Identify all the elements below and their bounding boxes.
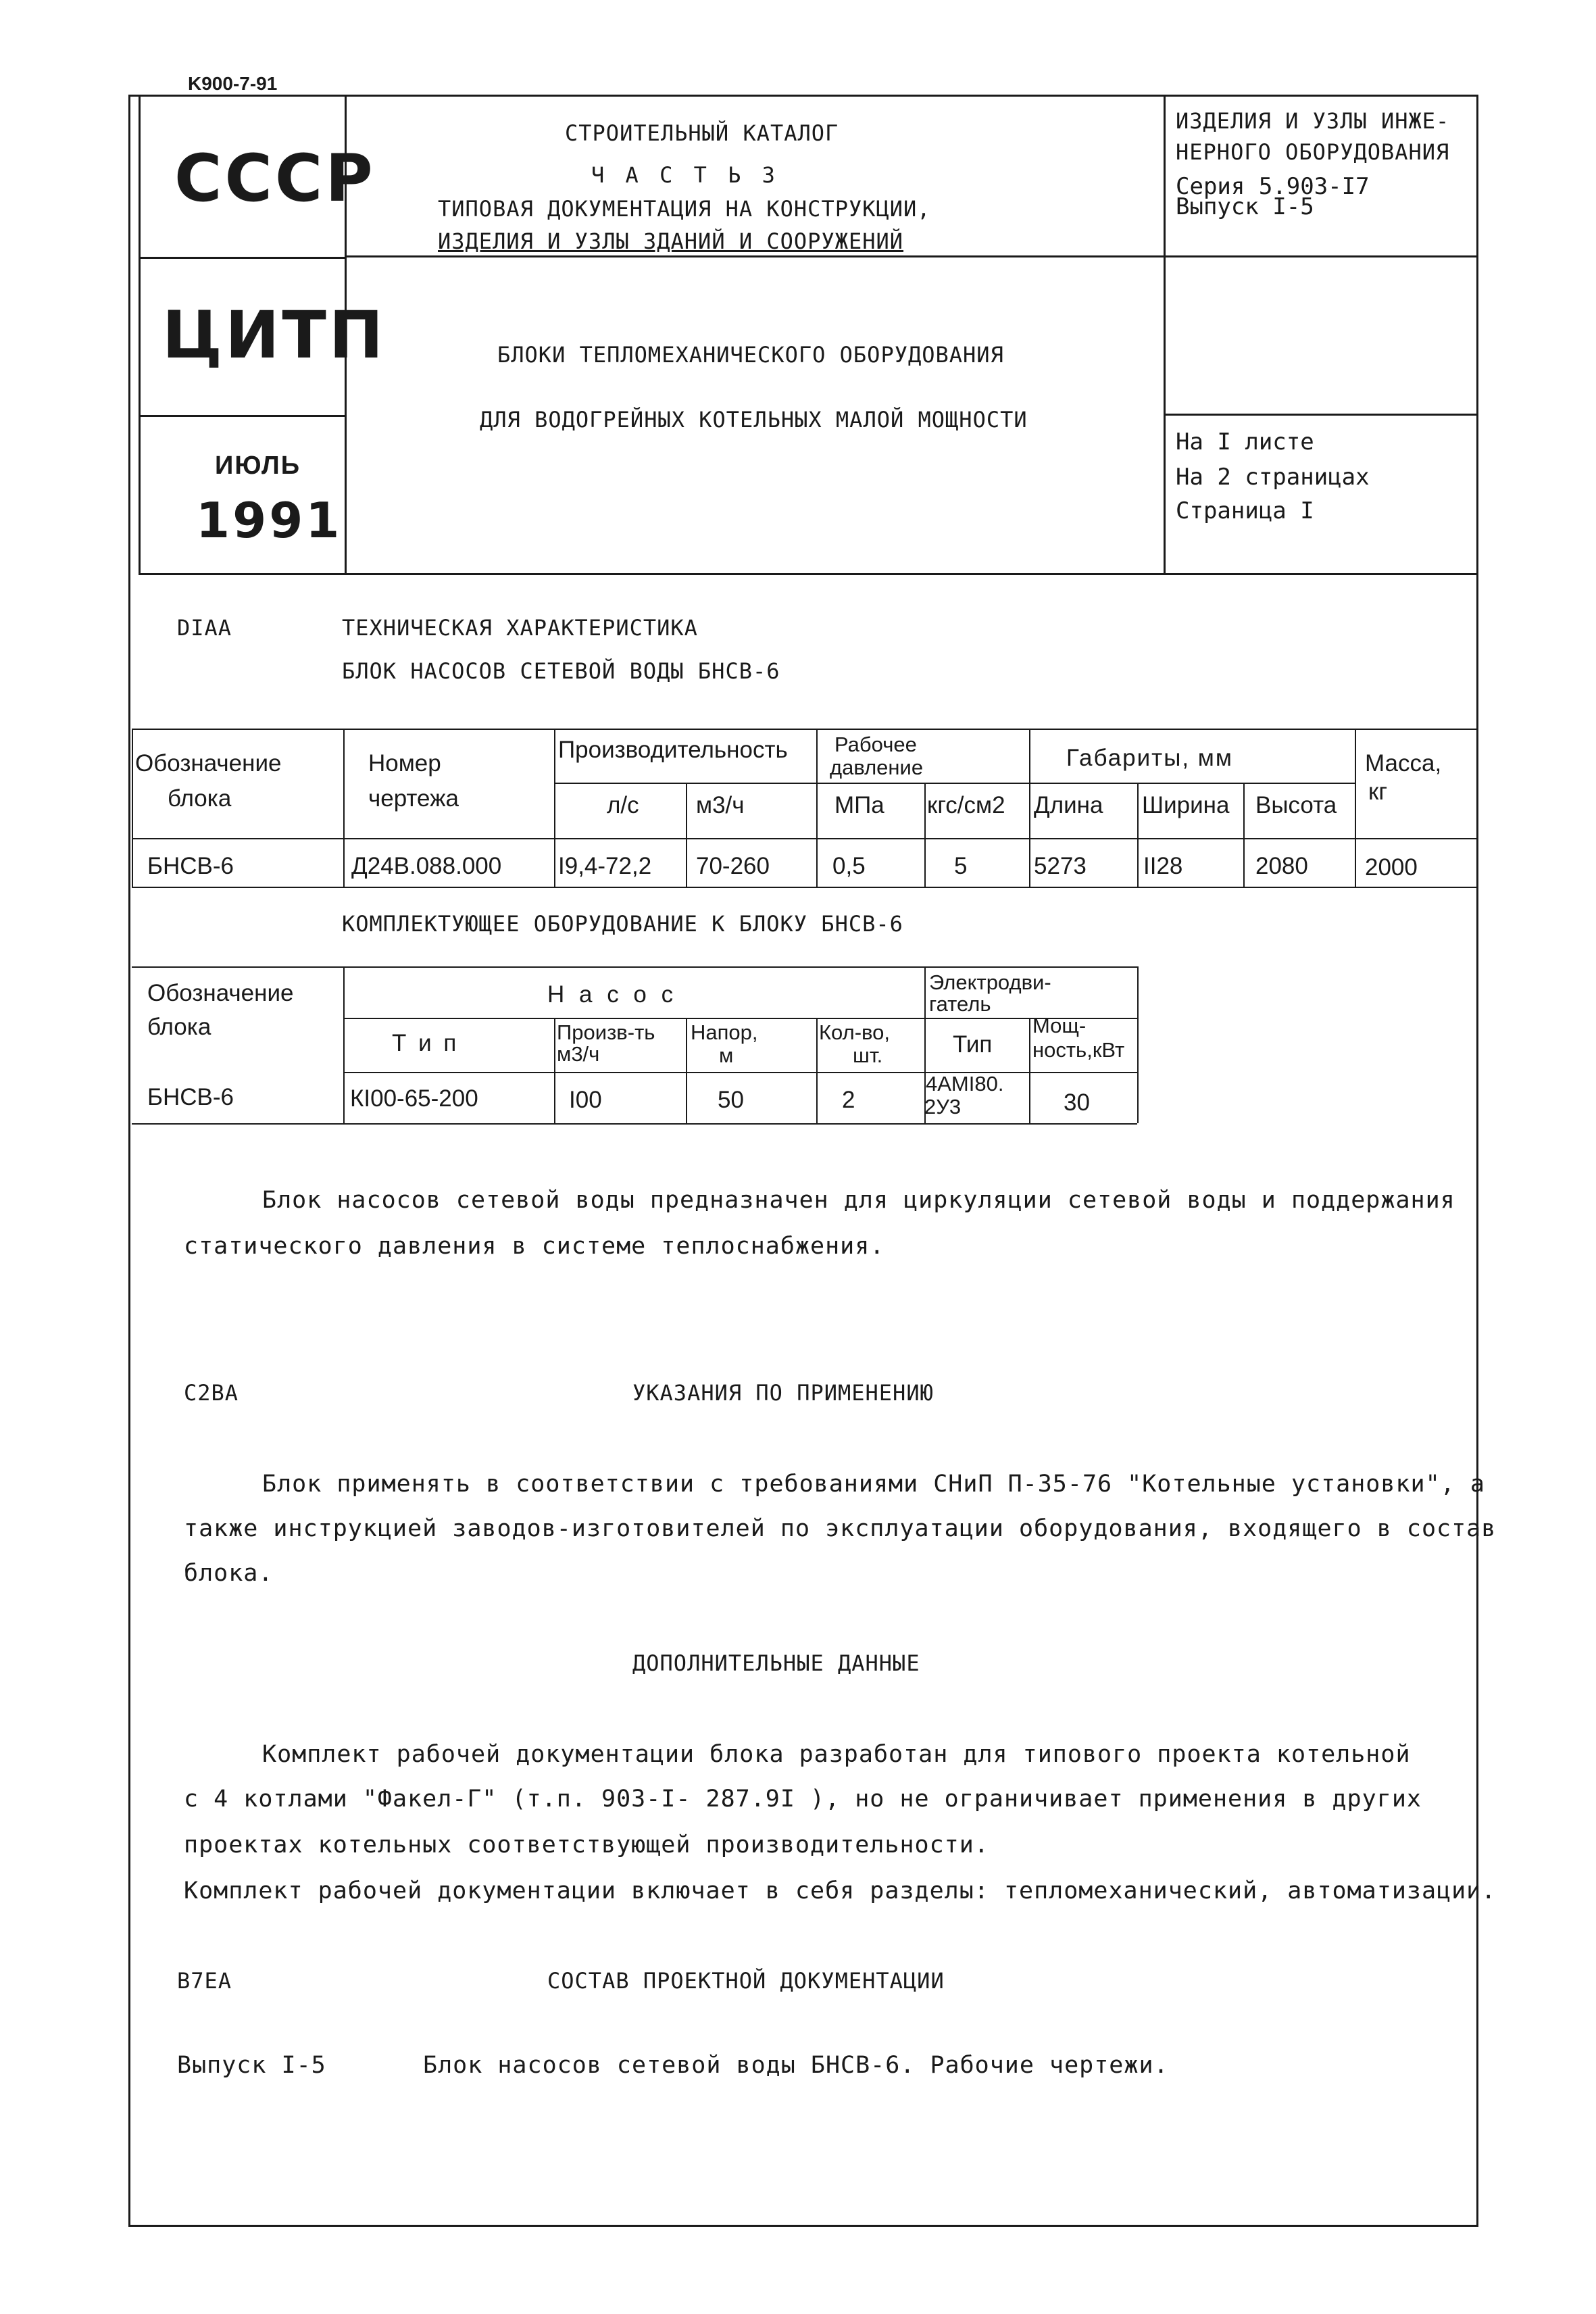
left-block-outer — [139, 95, 141, 574]
table1-col — [686, 783, 687, 887]
t2-h-qty-2: шт. — [853, 1043, 883, 1067]
series-number: Серия 5.903-I7 — [1176, 173, 1370, 200]
t2-h-head-2: м — [719, 1043, 734, 1067]
doc-title-line-1: БЛОКИ ТЕПЛОМЕХАНИЧЕСКОГО ОБОРУДОВАНИЯ — [497, 342, 1004, 368]
t1-h-dimensions: Габариты, мм — [1066, 745, 1233, 771]
t1-row-ls: I9,4-72,2 — [558, 853, 652, 879]
usage-line-2: также инструкцией заводов-изготовителей по эксплуатации оборудования, входящего в состав — [184, 1515, 1497, 1542]
composition-text: Блок насосов сетевой воды БНСВ-6. Рабочие чертежи. — [423, 2052, 1169, 2079]
t2-row-head: 50 — [718, 1087, 744, 1113]
page-number: Страница I — [1176, 497, 1314, 524]
t2-h-pump: Н а с о с — [547, 981, 678, 1008]
table2-subheader-line — [343, 1018, 1137, 1019]
table1-col — [816, 729, 818, 887]
t2-h-designation-2: блока — [147, 1014, 211, 1040]
t2-h-motor: Электродви- — [929, 970, 1051, 994]
composition-code: B7EA — [177, 1968, 232, 1994]
t1-row-drawing: Д24В.088.000 — [351, 853, 502, 879]
t1-h-designation: Обозначение — [135, 750, 282, 777]
month-label: ИЮЛЬ — [215, 451, 301, 480]
table1-col — [1029, 729, 1030, 887]
table1-col — [343, 729, 345, 887]
t1-h-capacity-m3h: м3/ч — [696, 792, 745, 818]
t1-h-pressure-2: давление — [830, 756, 924, 779]
t1-h-mass-2: кг — [1368, 779, 1388, 805]
doc-title-line-2: ДЛЯ ВОДОГРЕЙНЫХ КОТЕЛЬНЫХ МАЛОЙ МОЩНОСТИ — [480, 407, 1028, 433]
t1-h-width: Ширина — [1142, 792, 1230, 818]
table1-col — [1137, 783, 1139, 887]
t1-h-length: Длина — [1034, 792, 1103, 818]
t2-h-head: Напор, — [691, 1020, 758, 1044]
t1-h-height: Высота — [1255, 792, 1337, 818]
table1-col — [1355, 729, 1356, 887]
t1-h-drawing-2: чертежа — [368, 785, 459, 812]
doc-code: K900-7-91 — [188, 73, 278, 94]
t2-row-qty: 2 — [842, 1087, 855, 1113]
series-line-1: ИЗДЕЛИЯ И УЗЛЫ ИНЖЕ- — [1176, 108, 1450, 134]
usage-code: C2BA — [184, 1380, 239, 1406]
table1-top — [132, 729, 1478, 730]
additional-line-4: Комплект рабочей документации включает в себя разделы: тепломеханический, автоматизации. — [184, 1877, 1497, 1904]
t1-row-width: II28 — [1143, 853, 1183, 879]
table1-subheader-line — [554, 783, 1355, 784]
additional-heading: ДОПОЛНИТЕЛЬНЫЕ ДАННЫЕ — [632, 1650, 920, 1676]
sheets-count: На I листе — [1176, 428, 1314, 456]
table2-col — [1029, 1018, 1030, 1123]
t2-h-capacity: Произв-ть — [557, 1020, 655, 1044]
left-cell-line-2 — [139, 415, 346, 417]
additional-line-3: проектах котельных соответствующей производительности. — [184, 1831, 989, 1858]
table2-bottom — [132, 1123, 1137, 1125]
t2-h-power-2: ность,кВт — [1032, 1038, 1125, 1062]
table1-col — [132, 729, 133, 887]
t2-h-type: Т и п — [392, 1030, 459, 1056]
table2-header-bottom — [343, 1072, 1137, 1073]
table2-col — [343, 966, 345, 1123]
t1-h-mass: Масса, — [1365, 750, 1442, 777]
t2-row-motor-type: 4АМI80. — [926, 1072, 1004, 1096]
pages-count: На 2 страницах — [1176, 464, 1370, 491]
t2-h-capacity-2: м3/ч — [557, 1042, 600, 1066]
table2-top — [132, 966, 1137, 968]
t2-h-qty: Кол-во, — [819, 1020, 891, 1044]
country-label: СССР — [174, 141, 376, 216]
right-cell-line — [1164, 414, 1478, 416]
table1-col — [924, 783, 926, 887]
catalog-bottom-line — [345, 255, 1478, 257]
t1-h-drawing: Номер — [368, 750, 441, 777]
t1-h-designation-2: блока — [168, 785, 232, 812]
table1-col — [554, 729, 555, 887]
table2-col — [816, 1018, 818, 1123]
composition-heading: СОСТАВ ПРОЕКТНОЙ ДОКУМЕНТАЦИИ — [547, 1968, 945, 1994]
t1-h-pressure: Рабочее — [834, 733, 917, 756]
usage-line-1: Блок применять в соответствии с требованиями СНиП П-35-76 "Котельные установки", а — [262, 1471, 1485, 1498]
t1-row-designation: БНСВ-6 — [147, 853, 234, 879]
header-bottom-line — [139, 573, 1478, 575]
t1-row-mass: 2000 — [1365, 854, 1418, 881]
usage-line-3: блока. — [184, 1560, 274, 1587]
additional-line-2: с 4 котлами "Факел-Г" (т.п. 903-I- 287.9I ), но не ограничивает применения в других — [184, 1786, 1422, 1813]
block-heading: БЛОК НАСОСОВ СЕТЕВОЙ ВОДЫ БНСВ-6 — [342, 658, 780, 684]
catalog-line-2: Ч А С Т Ь 3 — [591, 162, 779, 188]
purpose-line-2: статического давления в системе теплоснабжения. — [184, 1233, 885, 1260]
t2-row-power: 30 — [1064, 1089, 1090, 1116]
equipment-heading: КОМПЛЕКТУЮЩЕЕ ОБОРУДОВАНИЕ К БЛОКУ БНСВ-6 — [342, 911, 903, 937]
year-label: 1991 — [196, 492, 343, 549]
t2-h-motor-2: гатель — [929, 992, 991, 1016]
table2-col — [686, 1018, 687, 1123]
tech-heading: ТЕХНИЧЕСКАЯ ХАРАКТЕРИСТИКА — [342, 615, 698, 641]
usage-heading: УКАЗАНИЯ ПО ПРИМЕНЕНИЮ — [632, 1380, 934, 1406]
table2-col — [554, 1018, 555, 1123]
t2-row-designation: БНСВ-6 — [147, 1084, 234, 1110]
t1-h-capacity: Производительность — [558, 737, 788, 763]
additional-line-1: Комплект рабочей документации блока разработан для типового проекта котельной — [262, 1741, 1411, 1768]
tech-code: DIAA — [177, 615, 232, 641]
table1-bottom — [132, 887, 1478, 888]
catalog-line-1: СТРОИТЕЛЬНЫЙ КАТАЛОГ — [565, 120, 839, 146]
table1-header-bottom — [132, 838, 1478, 839]
t1-h-pressure-mpa: МПа — [834, 792, 884, 818]
org-label: ЦИТП — [162, 297, 386, 373]
t2-h-motor-type: Тип — [953, 1031, 993, 1058]
composition-issue: Выпуск I-5 — [177, 2052, 326, 2079]
t1-row-length: 5273 — [1034, 853, 1087, 879]
t2-row-motor-type-2: 2У3 — [924, 1095, 962, 1118]
t2-h-power: Мощ- — [1032, 1014, 1087, 1037]
catalog-line-4: ИЗДЕЛИЯ И УЗЛЫ ЗДАНИЙ И СООРУЖЕНИЙ — [438, 228, 904, 254]
issue-number: Выпуск I-5 — [1176, 193, 1314, 220]
table2-col — [1137, 966, 1139, 1123]
t2-row-capacity: I00 — [569, 1087, 602, 1113]
t1-row-kgs: 5 — [954, 853, 968, 879]
t1-row-m3h: 70-260 — [696, 853, 770, 879]
t2-h-designation: Обозначение — [147, 980, 294, 1006]
series-line-2: НЕРНОГО ОБОРУДОВАНИЯ — [1176, 139, 1450, 165]
table1-col — [1243, 783, 1245, 887]
purpose-line-1: Блок насосов сетевой воды предназначен для циркуляции сетевой воды и поддержания — [262, 1187, 1455, 1214]
catalog-line-3: ТИПОВАЯ ДОКУМЕНТАЦИЯ НА КОНСТРУКЦИИ, — [438, 196, 931, 222]
left-cell-line-1 — [139, 257, 346, 259]
t1-h-capacity-ls: л/с — [607, 792, 639, 818]
t1-h-pressure-kgs: кгс/см2 — [927, 792, 1005, 818]
t1-row-height: 2080 — [1255, 853, 1308, 879]
t1-row-mpa: 0,5 — [832, 853, 866, 879]
header-divider-right — [1164, 95, 1166, 574]
t2-row-type: КI00-65-200 — [350, 1085, 478, 1112]
